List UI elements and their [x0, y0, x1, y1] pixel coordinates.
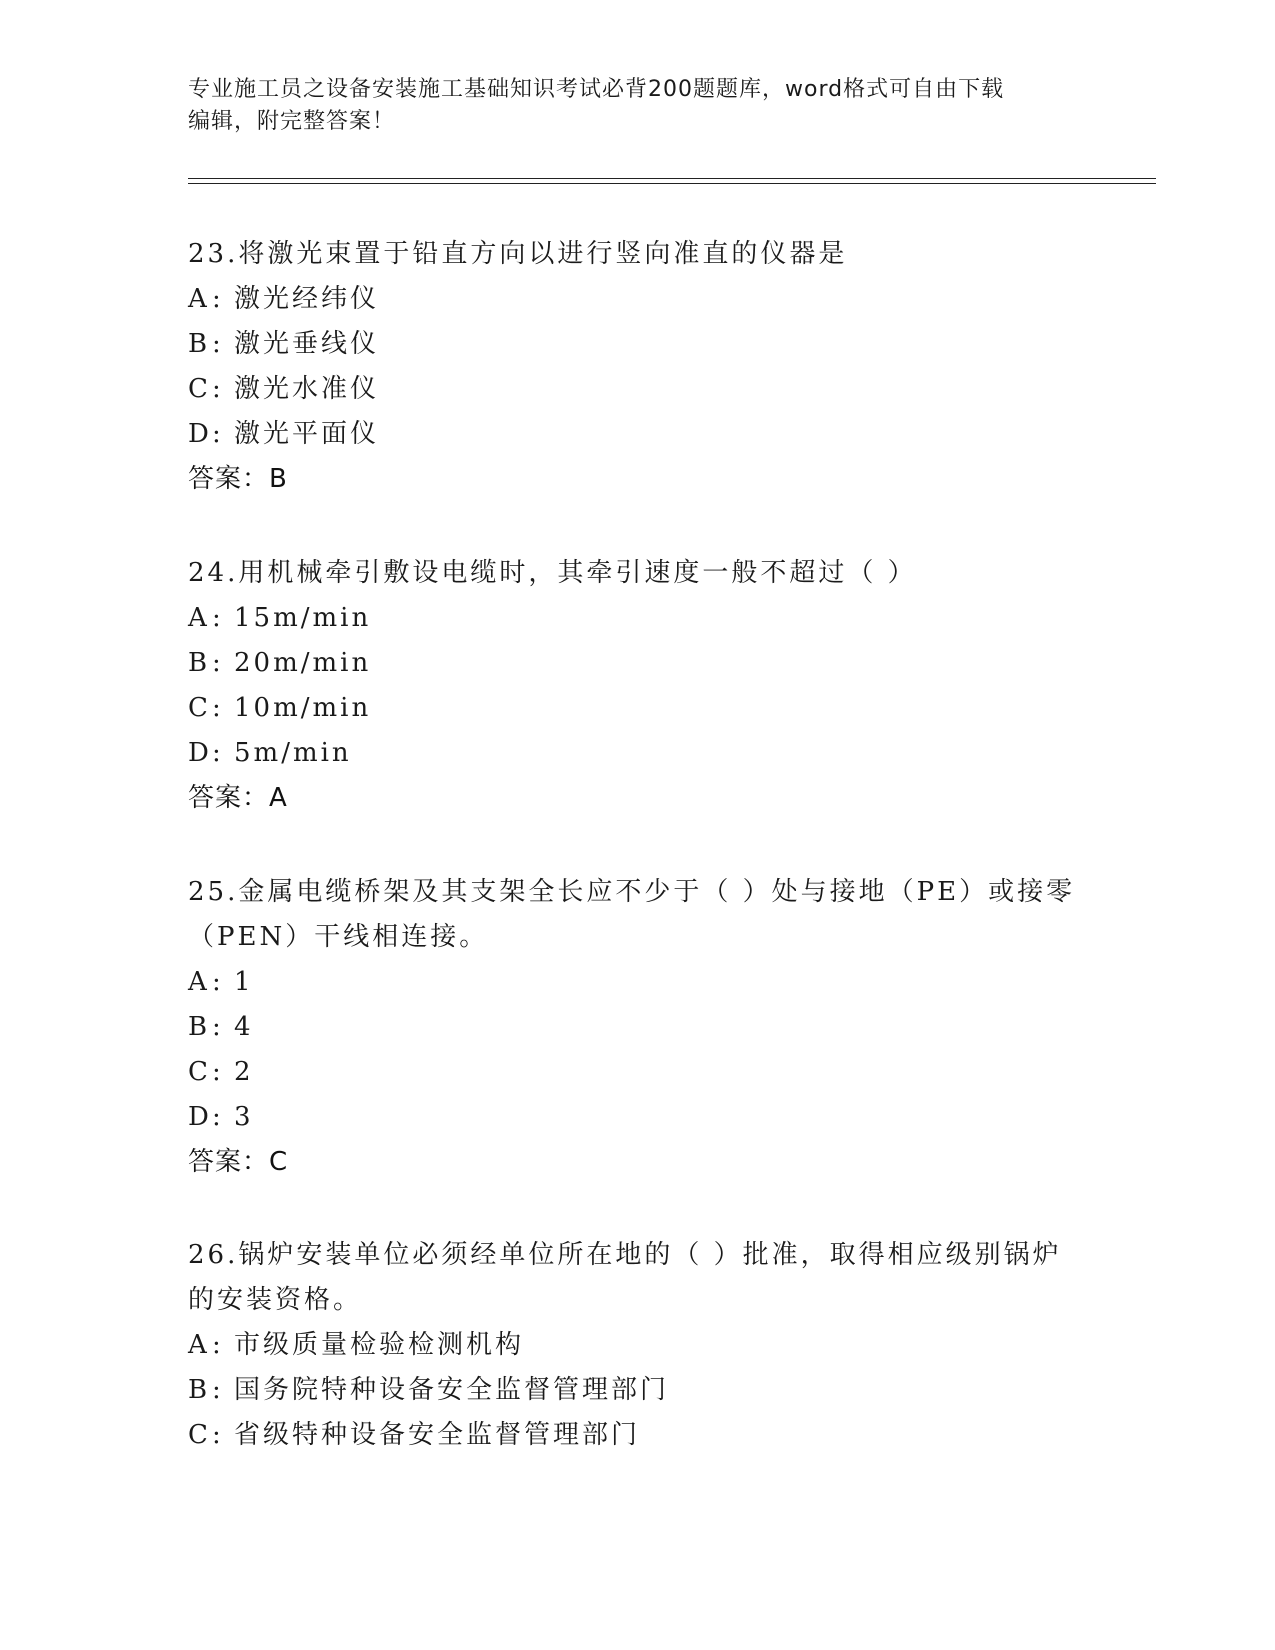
- option-text: 激光经纬仪: [234, 284, 380, 314]
- document-header: [188, 74, 1088, 138]
- option-text: 20m/min: [234, 648, 372, 678]
- option-text: 15m/min: [234, 603, 372, 633]
- option-text: 省级特种设备安全监督管理部门: [234, 1420, 641, 1450]
- option-text: 激光平面仪: [234, 419, 380, 449]
- option-text: 激光水准仪: [234, 374, 380, 404]
- option-text: 5m/min: [234, 738, 352, 768]
- option-separator: :: [212, 1012, 224, 1042]
- header-divider-top: [188, 178, 1156, 179]
- option-a: [188, 596, 1088, 641]
- option-c: [188, 1050, 1088, 1095]
- option-text: 1: [234, 967, 254, 997]
- question-26: [188, 1233, 1088, 1458]
- option-separator: :: [212, 648, 224, 678]
- option-letter: B: [188, 329, 211, 359]
- header-line-1: 专业施工员之设备安装施工基础知识考试必背200题题库，word格式可自由下载: [188, 77, 1005, 102]
- option-letter: C: [188, 1420, 211, 1450]
- option-d: [188, 412, 1088, 457]
- option-letter: B: [188, 648, 211, 678]
- option-letter: A: [188, 1330, 210, 1360]
- option-d: [188, 731, 1088, 776]
- option-letter: D: [188, 419, 212, 449]
- option-separator: :: [212, 1057, 224, 1087]
- option-separator: :: [212, 284, 224, 314]
- option-letter: D: [188, 1102, 212, 1132]
- option-b: [188, 1005, 1088, 1050]
- option-text: 国务院特种设备安全监督管理部门: [234, 1375, 670, 1405]
- header-divider-bottom: [188, 183, 1156, 184]
- header-line-2: 编辑，附完整答案！: [188, 109, 396, 134]
- option-c: [188, 686, 1088, 731]
- option-text: 激光垂线仪: [234, 329, 380, 359]
- answer-line: 答案：B: [188, 464, 288, 494]
- option-letter: A: [188, 967, 210, 997]
- question-24: [188, 551, 1088, 821]
- option-b: [188, 322, 1088, 367]
- answer-line: 答案：C: [188, 1147, 289, 1177]
- option-a: [188, 1323, 1088, 1368]
- option-separator: :: [212, 419, 224, 449]
- question-23: [188, 232, 1088, 502]
- option-separator: :: [212, 967, 224, 997]
- option-text: 10m/min: [234, 693, 372, 723]
- option-c: [188, 1413, 1088, 1458]
- question-text: 25.金属电缆桥架及其支架全长应不少于（ ）处与接地（PE）或接零（PEN）干线相连接。: [188, 877, 1076, 952]
- option-letter: A: [188, 603, 210, 633]
- option-a: [188, 960, 1088, 1005]
- option-a: [188, 277, 1088, 322]
- question-25: [188, 870, 1088, 1185]
- option-text: 3: [234, 1102, 254, 1132]
- question-text: 24.用机械牵引敷设电缆时，其牵引速度一般不超过（ ）: [188, 558, 917, 588]
- option-separator: :: [212, 603, 224, 633]
- option-b: [188, 641, 1088, 686]
- option-text: 2: [234, 1057, 254, 1087]
- option-letter: C: [188, 374, 211, 404]
- option-b: [188, 1368, 1088, 1413]
- option-separator: :: [212, 1375, 224, 1405]
- option-letter: C: [188, 1057, 211, 1087]
- option-letter: D: [188, 738, 212, 768]
- option-separator: :: [212, 693, 224, 723]
- answer-line: 答案：A: [188, 783, 288, 813]
- option-d: [188, 1095, 1088, 1140]
- option-letter: B: [188, 1012, 211, 1042]
- option-letter: A: [188, 284, 210, 314]
- option-text: 4: [234, 1012, 254, 1042]
- option-separator: :: [212, 374, 224, 404]
- question-text: 23.将激光束置于铅直方向以进行竖向准直的仪器是: [188, 239, 848, 269]
- option-separator: :: [212, 1330, 224, 1360]
- option-separator: :: [212, 329, 224, 359]
- option-separator: :: [212, 1102, 224, 1132]
- option-letter: C: [188, 693, 211, 723]
- option-letter: B: [188, 1375, 211, 1405]
- question-text: 26.锅炉安装单位必须经单位所在地的（ ）批准，取得相应级别锅炉的安装资格。: [188, 1240, 1062, 1315]
- option-text: 市级质量检验检测机构: [234, 1330, 525, 1360]
- option-c: [188, 367, 1088, 412]
- option-separator: :: [212, 1420, 224, 1450]
- option-separator: :: [212, 738, 224, 768]
